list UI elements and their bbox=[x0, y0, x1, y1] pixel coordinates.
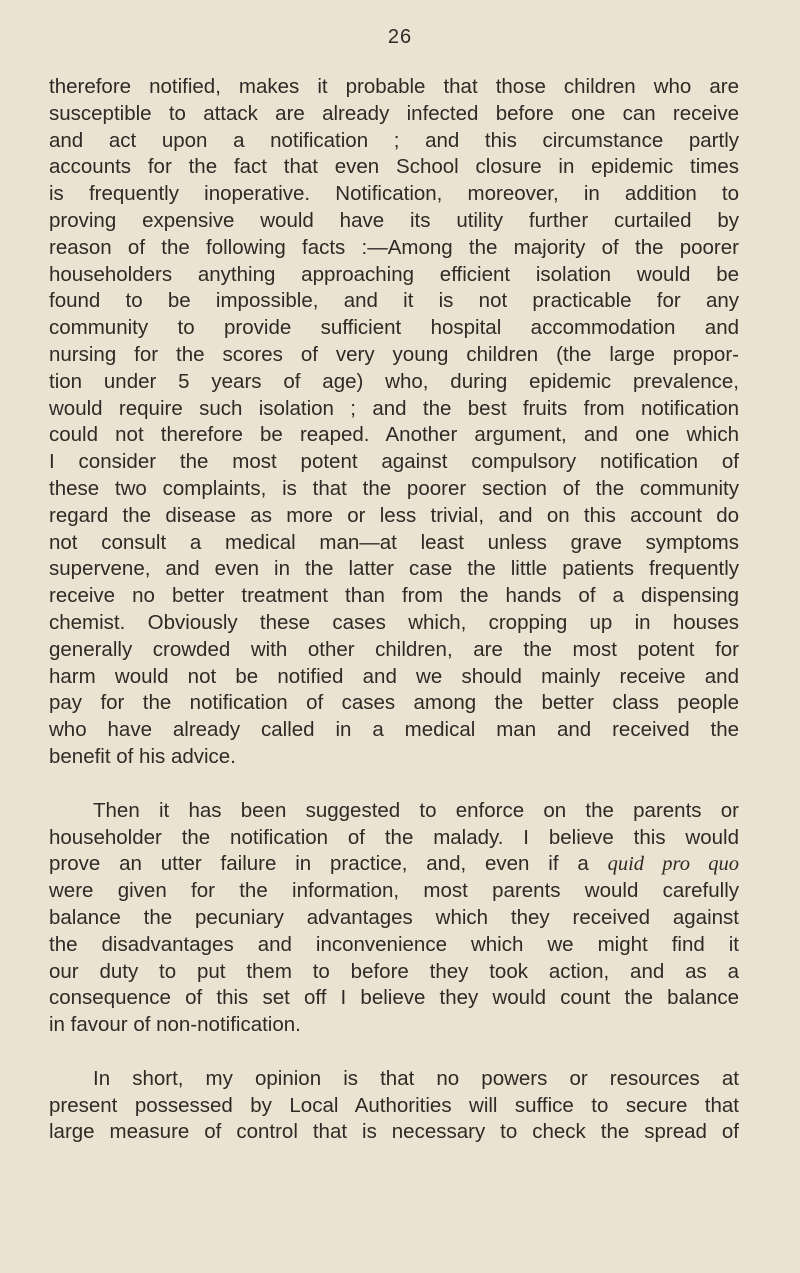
text-line: generally crowded with other children, are the most potent for bbox=[49, 637, 739, 661]
paragraph-3 bbox=[49, 1066, 739, 1146]
text-line: householder the notification of the malady. I believe this would bbox=[49, 825, 739, 849]
text-line: Then it has been suggested to enforce on the parents or bbox=[93, 798, 739, 822]
text-line: could not therefore be reaped. Another argument, and one which bbox=[49, 423, 739, 447]
text-line: chemist. Obviously these cases which, cropping up in houses bbox=[49, 610, 739, 634]
text-line: benefit of his advice. bbox=[49, 744, 236, 768]
text-line: harm would not be notified and we should mainly receive and bbox=[49, 664, 739, 688]
paragraph-2 bbox=[49, 798, 739, 1039]
text-line: large measure of control that is necessary to check the spread of bbox=[49, 1120, 739, 1144]
paragraph-gap bbox=[49, 771, 739, 798]
text-line: pay for the notification of cases among the better class people bbox=[49, 691, 739, 715]
text-line: accounts for the fact that even School closure in epidemic times bbox=[49, 155, 739, 179]
text-line: found to be impossible, and it is not practicable for any bbox=[49, 289, 739, 313]
text-fragment: prove an utter failure in practice, and, even if a bbox=[49, 852, 589, 876]
paragraph-1 bbox=[49, 74, 739, 771]
text-line: supervene, and even in the latter case the little patients frequently bbox=[49, 557, 739, 581]
text-line: I consider the most potent against compulsory notification of bbox=[49, 450, 739, 474]
text-line: proving expensive would have its utility further curtailed by bbox=[49, 208, 739, 232]
text-line: receive no better treatment than from the hands of a dispensing bbox=[49, 584, 739, 608]
text-line: susceptible to attack are already infected before one can receive bbox=[49, 101, 739, 125]
text-line: not consult a medical man—at least unless grave symptoms bbox=[49, 530, 739, 554]
text-line: consequence of this set off I believe they would count the balance bbox=[49, 986, 739, 1010]
text-line: nursing for the scores of very young children (the large propor- bbox=[49, 342, 739, 366]
text-line: reason of the following facts :—Among the majority of the poorer bbox=[49, 235, 739, 259]
italic-phrase: quid pro quo bbox=[607, 853, 739, 876]
text-line: tion under 5 years of age) who, during epidemic prevalence, bbox=[49, 369, 739, 393]
text-line: is frequently inoperative. Notification, moreover, in addition to bbox=[49, 182, 739, 206]
body-text bbox=[49, 74, 739, 1146]
text-line: were given for the information, most parents would carefully bbox=[49, 879, 739, 903]
text-line: therefore notified, makes it probable that those children who are bbox=[49, 75, 739, 98]
text-line: in favour of non-notification. bbox=[49, 1013, 301, 1037]
text-line: community to provide sufficient hospital accommodation and bbox=[49, 316, 739, 340]
paragraph-gap bbox=[49, 1039, 739, 1066]
text-line: would require such isolation ; and the best fruits from notification bbox=[49, 396, 739, 420]
text-line: In short, my opinion is that no powers or resources at bbox=[93, 1066, 739, 1090]
text-line: who have already called in a medical man and received the bbox=[49, 718, 739, 742]
text-line: and act upon a notification ; and this circumstance partly bbox=[49, 128, 739, 152]
text-line: balance the pecuniary advantages which they received against bbox=[49, 905, 739, 929]
text-line: present possessed by Local Authorities will suffice to secure that bbox=[49, 1093, 739, 1117]
text-line: regard the disease as more or less trivial, and on this account do bbox=[49, 503, 739, 527]
text-line: the disadvantages and inconvenience which we might find it bbox=[49, 932, 739, 956]
text-line: our duty to put them to before they took action, and as a bbox=[49, 959, 739, 983]
text-line-with-italic bbox=[49, 851, 739, 878]
text-line: householders anything approaching efficient isolation would be bbox=[49, 262, 739, 286]
page-number: 26 bbox=[387, 26, 413, 48]
text-line: these two complaints, is that the poorer section of the community bbox=[49, 476, 739, 500]
